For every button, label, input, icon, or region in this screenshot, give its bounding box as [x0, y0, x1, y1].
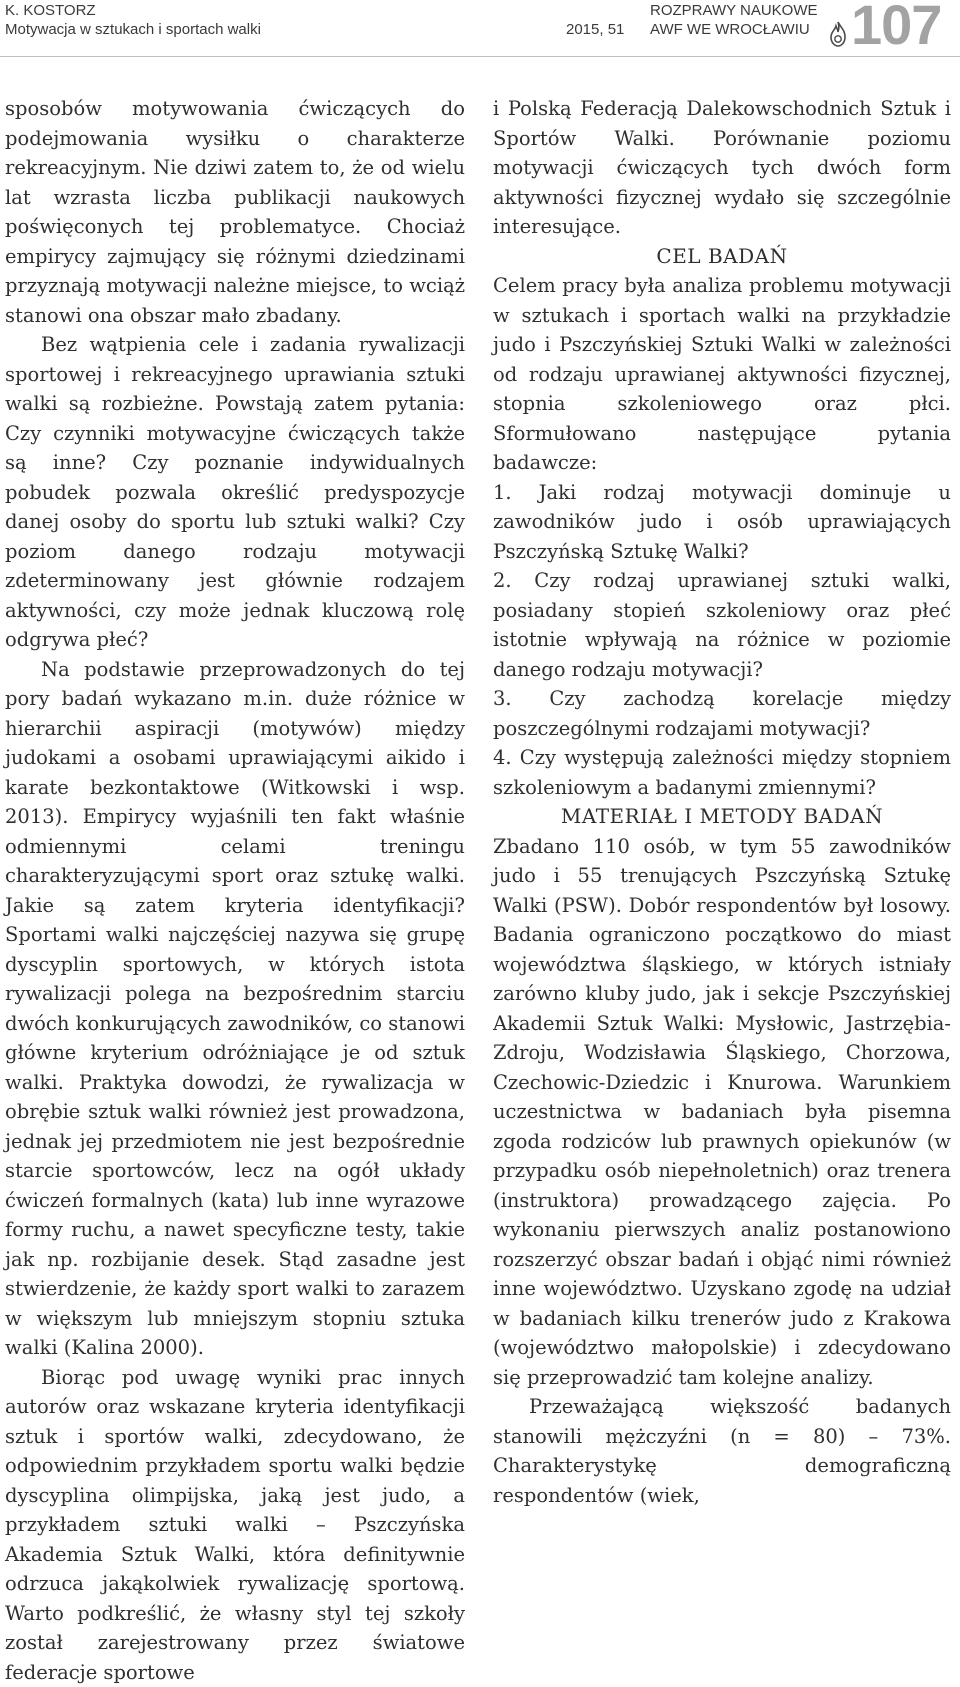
left-paragraph-1: sposobów motywowania ćwiczących do podejmowania wysiłku o charakterze rekreacyjnym. Nie dziwi zatem to, że od wielu lat wzrasta liczba publikacji naukowych poświęconych tej problematyce. Chociaż empirycy zajmujący się różnymi dziedzinami przyznają motywacji należne miejsce, to wciąż stanowi ona obszar mało zbadany. [5, 94, 465, 330]
right-column [493, 94, 951, 1510]
header-divider [0, 56, 960, 57]
right-intro-paragraph: i Polską Federacją Dalekowschodnich Sztuk i Sportów Walki. Porównanie poziomu motywacji ćwiczących tych dwóch form aktywności fizycznej wydało się szczególnie interesujące. [493, 94, 951, 242]
header-author: K. KOSTORZ [5, 2, 96, 19]
page-number: 107 [851, 0, 941, 57]
header-journal-line1: ROZPRAWY NAUKOWE [650, 2, 818, 19]
research-question-1: 1. Jaki rodzaj motywacji dominuje u zawodników judo i osób uprawiających Pszczyńską Sztukę Walki? [493, 478, 951, 567]
methods-paragraph: Zbadano 110 osób, w tym 55 zawodników judo i 55 trenujących Pszczyńską Sztukę Walki (PSW). Dobór respondentów był losowy. Badania ograniczono początkowo do miast województwa śląskiego, w których istniały zarówno kluby judo, jak i sekcje Pszczyńskiej Akademii Sztuk Walki: Mysłowic, Jastrzębia-Zdroju, Wodzisławia Śląskiego, Chorzowa, Czechowic-Dziedzic i Knurowa. Warunkiem uczestnictwa w badaniach była pisemna zgoda rodziców lub prawnych opiekunów (w przypadku osób niepełnoletnich) oraz trenera (instruktora) prowadzącego zajęcia. Po wykonaniu pierwszych analiz postanowiono rozszerzyć obszar badań i objąć nimi również inne województwo. Uzyskano zgodę na udział w badaniach kilku trenerów judo z Krakowa (województwo małopolskie) i zdecydowano się przeprowadzić tam kolejne analizy. [493, 832, 951, 1393]
research-question-3: 3. Czy zachodzą korelacje między poszczególnymi rodzajami motywacji? [493, 684, 951, 743]
left-paragraph-4: Biorąc pod uwagę wyniki prac innych autorów oraz wskazane kryteria identyfikacji sztuk i sportów walki, zdecydowano, że odpowiednim przykładem sportu walki będzie dyscyplina olimpijska, jaką jest judo, a przykładem sztuki walki – Pszczyńska Akademia Sztuk Walki, która definitywnie odrzuca jakąkolwiek rywalizację sportową. Warto podkreślić, że własny styl tej szkoły został zarejestrowany przez światowe federacje sportowe [5, 1363, 465, 1687]
header-article-title: Motywacja w sztukach i sportach walki [5, 21, 261, 38]
header-journal-line2: AWF WE WROCŁAWIU [650, 21, 810, 38]
demographics-paragraph: Przeważającą większość badanych stanowili mężczyźni (n = 80) – 73%. Charakterystykę demograficzną respondentów (wiek, [493, 1392, 951, 1510]
section-heading-aim: CEL BADAŃ [493, 242, 951, 272]
flame-emblem-icon [827, 20, 849, 48]
left-column [5, 94, 465, 1687]
left-paragraph-3: Na podstawie przeprowadzonych do tej pory badań wykazano m.in. duże różnice w hierarchii aspiracji (motywów) między judokami a osobami uprawiającymi aikido i karate bezkontaktowe (Witkowski i wsp. 2013). Empirycy wyjaśnili ten fakt właśnie odmiennymi celami treningu charakteryzującymi sport oraz sztukę walki. Jakie są zatem kryteria identyfikacji? Sportami walki najczęściej nazywa się grupę dyscyplin sportowych, w których istota rywalizacji polega na bezpośrednim starciu dwóch konkurujących zawodników, co stanowi główne kryterium odróżniające je od sztuk walki. Praktyka dowodzi, że rywalizacja w obrębie sztuk walki również jest prowadzona, jednak jej przedmiotem nie jest bezpośrednie starcie sportowców, lecz na ogół układy ćwiczeń formalnych (kata) lub inne wyrazowe formy ruchu, a nawet specyficzne testy, takie jak np. rozbijanie desek. Stąd zasadne jest stwierdzenie, że każdy sport walki to zarazem w większym lub mniejszym stopniu sztuka walki (Kalina 2000). [5, 655, 465, 1363]
header-year-volume: 2015, 51 [566, 21, 624, 38]
research-question-4: 4. Czy występują zależności między stopniem szkoleniowym a badanymi zmiennymi? [493, 743, 951, 802]
page-header [0, 0, 960, 58]
research-question-2: 2. Czy rodzaj uprawianej sztuki walki, posiadany stopień szkoleniowy oraz płeć istotnie wpływają na różnice w poziomie danego rodzaju motywacji? [493, 566, 951, 684]
aim-paragraph: Celem pracy była analiza problemu motywacji w sztukach i sportach walki na przykładzie judo i Pszczyńskiej Sztuki Walki w zależności od rodzaju uprawianej aktywności fizycznej, stopnia szkoleniowego oraz płci. Sformułowano następujące pytania badawcze: [493, 271, 951, 478]
section-heading-methods: MATERIAŁ I METODY BADAŃ [493, 802, 951, 832]
left-paragraph-2: Bez wątpienia cele i zadania rywalizacji sportowej i rekreacyjnego uprawiania sztuki walki są rozbieżne. Powstają zatem pytania: Czy czynniki motywacyjne ćwiczących także są inne? Czy poznanie indywidualnych pobudek pozwala określić predyspozycje danej osoby do sportu lub sztuki walki? Czy poziom danego rodzaju motywacji zdeterminowany jest głównie rodzajem aktywności, czy może jednak kluczową rolę odgrywa płeć? [5, 330, 465, 655]
